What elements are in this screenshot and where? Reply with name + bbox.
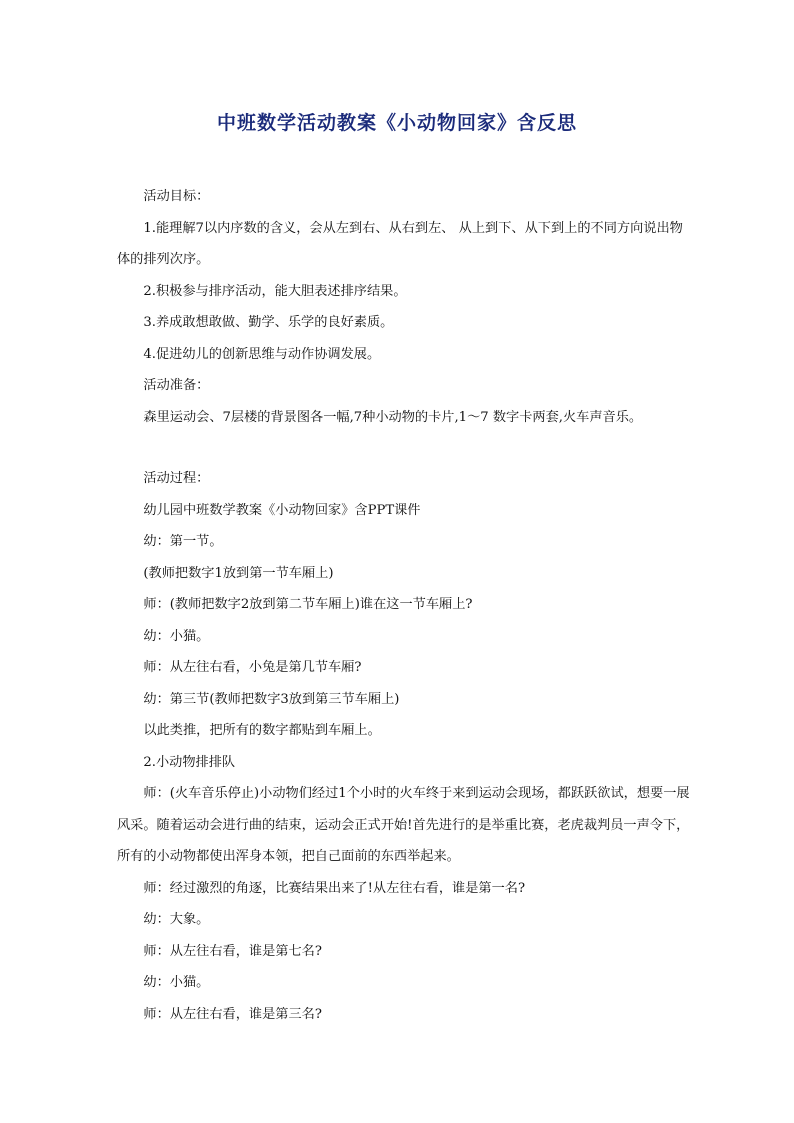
dialogue-line: 师：从左往右看，谁是第三名?: [143, 1006, 322, 1022]
dialogue-line: 师：从左往右看，小兔是第几节车厢?: [143, 660, 362, 675]
dialogue-line: 幼：小猫。: [143, 975, 210, 990]
section-heading-process: 活动过程：: [143, 471, 210, 486]
dialogue-line: 师：从左往右看，谁是第七名?: [143, 943, 322, 959]
section-heading-preparation: 活动准备：: [143, 378, 210, 393]
dialogue-line: 幼：第三节(教师把数字3放到第三节车厢上): [143, 691, 400, 707]
document-title: 中班数学活动教案《小动物回家》含反思: [216, 112, 577, 134]
goal-item-3: 3.养成敢想敢做、勤学、乐学的良好素质。: [143, 315, 394, 330]
dialogue-line: 师：(教师把数字2放到第二节车厢上)谁在这一节车厢上?: [143, 597, 473, 612]
dialogue-line: (教师把数字1放到第一节车厢上): [143, 565, 334, 581]
preparation-text: 森里运动会、7层楼的背景图各一幅,7种小动物的卡片,1～7 数字卡两套,火车声音乐。: [143, 409, 643, 425]
goal-item-4: 4.促进幼儿的创新思维与动作协调发展。: [143, 346, 381, 362]
dialogue-line: 幼：小猫。: [143, 628, 210, 644]
goal-item-2: 2.积极参与排序活动，能大胆表述排序结果。: [143, 283, 407, 299]
dialogue-line: 师：经过激烈的角逐，比赛结果出来了!从左往右看，谁是第一名?: [143, 880, 526, 896]
body-paragraph: 幼儿园中班数学教案《小动物回家》含PPT课件: [143, 502, 421, 518]
dialogue-line: 幼：大象。: [143, 912, 210, 927]
subsection-heading: 2.小动物排排队: [143, 754, 236, 770]
section-heading-goals: 活动目标：: [143, 189, 210, 204]
paragraph-gap: [117, 433, 695, 463]
body-paragraph: 师：(火车音乐停止)小动物们经过1个小时的火车终于来到运动会现场，都跃跃欲试，想要一展风采。随着运动会进行曲的结束，运动会正式开始!首先进行的是举重比赛，老虎裁判员一声令下，所有的小动物都使出浑身本领，把自己面前的东西举起来。: [117, 786, 690, 864]
body-paragraph: 以此类推，把所有的数字都贴到车厢上。: [143, 723, 381, 738]
dialogue-line: 幼：第一节。: [143, 534, 223, 549]
goal-item-1: 1.能理解7以内序数的含义，会从左到右、从右到左、 从上到下、从下到上的不同方向说出物体的排列次序。: [117, 220, 683, 267]
document-body: [117, 181, 695, 1030]
